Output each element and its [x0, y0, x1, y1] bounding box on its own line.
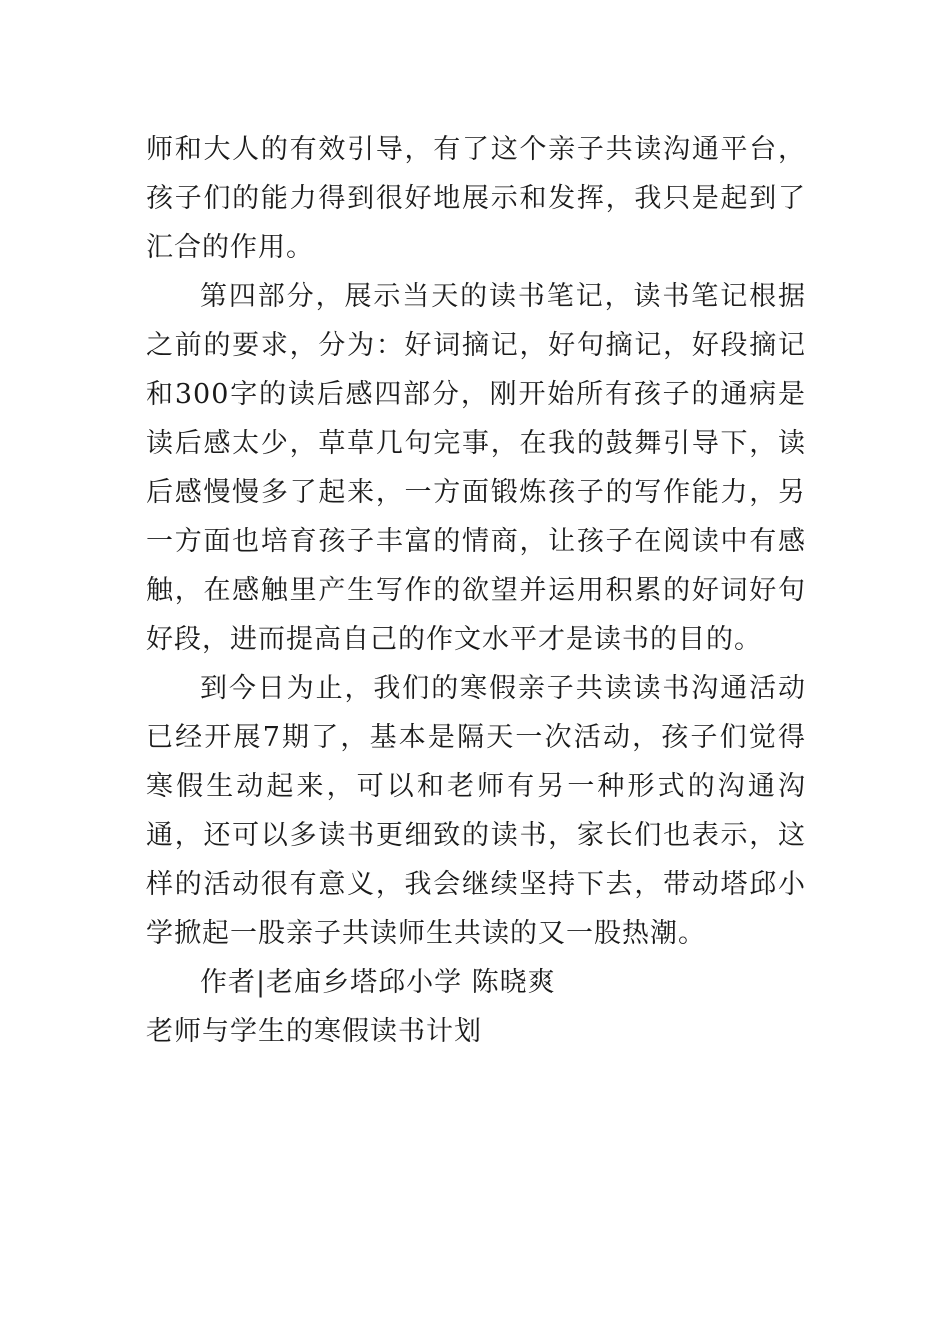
next-article-title: 老师与学生的寒假读书计划 — [146, 1016, 482, 1047]
paragraph-continuation: 师和大人的有效引导，有了这个亲子共读沟通平台，孩子们的能力得到很好地展示和发挥，我只是起到了汇合的作用。 — [146, 134, 806, 263]
paragraph-part-four: 第四部分，展示当天的读书笔记，读书笔记根据之前的要求，分为：好词摘记，好句摘记，好段摘记和300字的读后感四部分，刚开始所有孩子的通病是读后感太少，草草几句完事，在我的鼓舞引导下，读后感慢慢多了起来，一方面锻炼孩子的写作能力，另一方面也培育孩子丰富的情商，让孩子在阅读中有感触，在感触里产生写作的欲望并运用积累的好词好句好段，进而提高自己的作文水平才是读书的目的。 — [146, 281, 806, 655]
author-line: 作者|老庙乡塔邱小学 陈晓爽 — [200, 967, 556, 998]
document-body — [146, 125, 806, 1056]
paragraph-summary: 到今日为止，我们的寒假亲子共读读书沟通活动已经开展7期了，基本是隔天一次活动，孩子们觉得寒假生动起来，可以和老师有另一种形式的沟通沟通，还可以多读书更细致的读书，家长们也表示，这样的活动很有意义，我会继续坚持下去，带动塔邱小学掀起一股亲子共读师生共读的又一股热潮。 — [146, 673, 806, 949]
